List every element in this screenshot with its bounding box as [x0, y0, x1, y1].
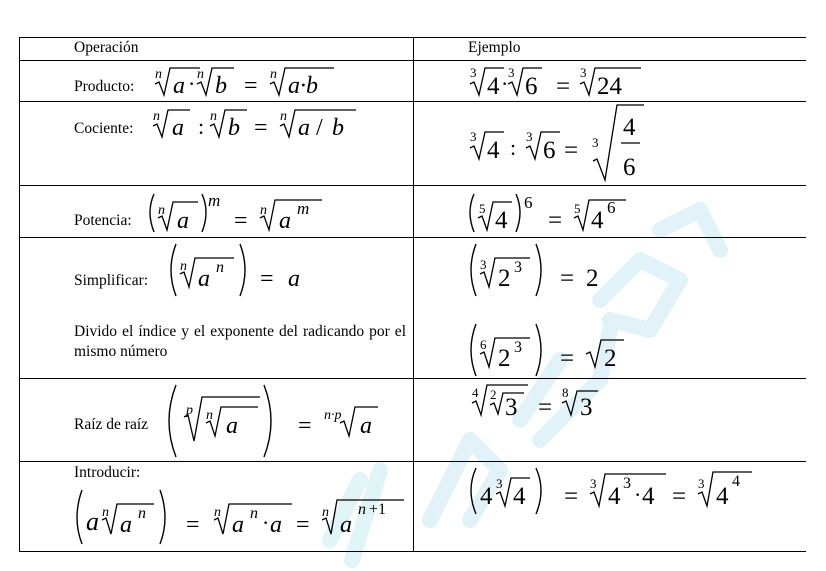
svg-text:n: n — [358, 501, 366, 518]
svg-text:n: n — [180, 259, 187, 274]
svg-text:b: b — [228, 115, 240, 141]
quotient-example-formula — [466, 103, 656, 185]
svg-text:4: 4 — [472, 385, 479, 400]
table-rule-left — [19, 37, 20, 552]
svg-text:4: 4 — [642, 483, 655, 510]
svg-text:n: n — [270, 67, 277, 82]
svg-text:24: 24 — [597, 73, 622, 100]
svg-text:=: = — [538, 394, 553, 421]
row-label-root-of-root: Raíz de raíz — [74, 416, 149, 433]
svg-text:=: = — [254, 115, 268, 141]
svg-text:n: n — [102, 505, 109, 520]
svg-text::: : — [198, 114, 205, 139]
svg-text:n: n — [260, 203, 267, 218]
svg-text:4: 4 — [480, 483, 493, 510]
quotient-rule-formula — [148, 104, 368, 144]
svg-text:3: 3 — [514, 339, 522, 356]
svg-text:=: = — [560, 345, 575, 372]
svg-text:5: 5 — [574, 201, 581, 216]
svg-text:4: 4 — [608, 483, 621, 510]
svg-text:·: · — [262, 510, 270, 535]
svg-text:a: a — [288, 266, 300, 292]
introduce-example-formula — [466, 464, 766, 520]
row-label-power: Potencia: — [74, 212, 132, 229]
table-rule-middle — [413, 37, 414, 552]
svg-text:6: 6 — [524, 193, 533, 212]
svg-text:a: a — [279, 208, 291, 234]
header-example: Ejemplo — [468, 39, 521, 56]
svg-text:b: b — [332, 115, 344, 141]
svg-text:=: = — [296, 512, 310, 538]
simplify-note: Divido el índice y el exponente del radicando por el mismo número — [74, 323, 406, 360]
svg-text:4: 4 — [716, 483, 729, 510]
simplify-example-1-formula — [466, 240, 616, 300]
svg-text:3: 3 — [580, 65, 587, 80]
svg-text:=: = — [234, 208, 248, 234]
svg-text:a: a — [120, 512, 132, 538]
svg-text:4: 4 — [623, 114, 636, 141]
row-label-introduce: Introducir: — [74, 464, 141, 481]
svg-text:/: / — [316, 115, 323, 141]
svg-text:6: 6 — [623, 154, 636, 181]
svg-text:3: 3 — [496, 476, 503, 491]
svg-text:3: 3 — [580, 394, 593, 421]
svg-text:m: m — [297, 199, 310, 218]
svg-text:=: = — [560, 265, 575, 292]
svg-text:3: 3 — [480, 257, 487, 272]
svg-text:6: 6 — [525, 73, 538, 100]
svg-text:n: n — [153, 109, 160, 124]
svg-text:2: 2 — [498, 345, 511, 372]
svg-text:a: a — [172, 115, 184, 141]
product-example-formula — [466, 62, 656, 100]
svg-text:n·p: n·p — [324, 408, 342, 423]
svg-text:a·b: a·b — [288, 73, 318, 99]
svg-text:a: a — [232, 512, 244, 538]
svg-text:p: p — [186, 403, 193, 418]
svg-text:4: 4 — [591, 207, 604, 234]
header-operation: Operación — [74, 39, 139, 56]
svg-text:3: 3 — [470, 129, 477, 144]
svg-text:=: = — [548, 207, 563, 234]
root-of-root-rule-formula — [164, 381, 394, 461]
svg-text:a: a — [177, 208, 189, 234]
svg-text:n: n — [210, 109, 217, 124]
introduce-rule-formula — [72, 484, 412, 548]
svg-text:=: = — [564, 137, 579, 164]
svg-text:3: 3 — [623, 475, 631, 492]
power-rule-formula — [146, 188, 336, 236]
svg-text:3: 3 — [526, 129, 533, 144]
svg-text:n: n — [322, 505, 329, 520]
svg-text:a: a — [198, 266, 210, 292]
svg-text:n: n — [158, 203, 165, 218]
svg-text:4: 4 — [513, 483, 526, 510]
svg-text:=: = — [186, 512, 200, 538]
simplify-rule-formula — [166, 240, 316, 300]
svg-text:b: b — [215, 73, 227, 99]
row-label-quotient: Cociente: — [74, 120, 134, 137]
svg-text:2: 2 — [490, 387, 497, 402]
svg-text:n: n — [206, 408, 213, 423]
svg-text:=: = — [672, 483, 687, 510]
svg-text:n: n — [138, 505, 146, 522]
svg-text:5: 5 — [479, 201, 486, 216]
svg-text:4: 4 — [495, 207, 508, 234]
row-label-product: Producto: — [74, 78, 135, 95]
svg-text:a: a — [340, 512, 352, 538]
row-label-simplify: Simplificar: — [74, 272, 149, 289]
svg-text:·: · — [188, 71, 196, 96]
svg-text:a: a — [86, 507, 99, 536]
svg-text:3: 3 — [470, 65, 477, 80]
svg-text:2: 2 — [604, 345, 617, 372]
svg-text:a: a — [270, 512, 282, 538]
power-example-formula — [466, 188, 656, 236]
svg-text:a: a — [173, 73, 185, 99]
svg-text:=: = — [564, 483, 579, 510]
svg-text:n: n — [155, 67, 162, 82]
svg-text:n: n — [197, 67, 204, 82]
svg-text:3: 3 — [505, 394, 518, 421]
root-of-root-example-formula — [466, 381, 626, 427]
svg-text:4: 4 — [487, 73, 500, 100]
svg-text:8: 8 — [562, 385, 569, 400]
svg-text:a: a — [298, 115, 310, 141]
svg-text:3: 3 — [508, 65, 515, 80]
svg-text:=: = — [556, 73, 571, 100]
svg-text:3: 3 — [590, 476, 597, 491]
product-rule-formula — [150, 62, 340, 100]
simplify-example-2-formula — [466, 320, 636, 378]
svg-text:3: 3 — [592, 135, 599, 150]
svg-text:a: a — [360, 413, 372, 439]
svg-text:3: 3 — [514, 259, 522, 276]
svg-text:a: a — [226, 413, 238, 439]
svg-text:4: 4 — [487, 137, 500, 164]
svg-text::: : — [510, 135, 517, 160]
svg-text:n: n — [250, 505, 258, 522]
svg-text:4: 4 — [732, 473, 740, 490]
svg-text:=: = — [260, 266, 274, 292]
svg-text:2: 2 — [498, 265, 511, 292]
svg-text:6: 6 — [543, 137, 556, 164]
svg-text:6: 6 — [480, 337, 487, 352]
svg-text:=: = — [298, 413, 312, 439]
svg-text:3: 3 — [698, 476, 705, 491]
svg-text:+1: +1 — [369, 501, 387, 518]
svg-text:=: = — [244, 73, 258, 99]
svg-text:n: n — [280, 109, 287, 124]
svg-text:6: 6 — [607, 198, 616, 217]
svg-text:m: m — [208, 191, 221, 210]
svg-text:2: 2 — [586, 265, 599, 292]
svg-text:n: n — [216, 259, 224, 276]
svg-text:·: · — [501, 71, 509, 96]
svg-text:n: n — [214, 505, 221, 520]
svg-text:·: · — [634, 482, 642, 507]
